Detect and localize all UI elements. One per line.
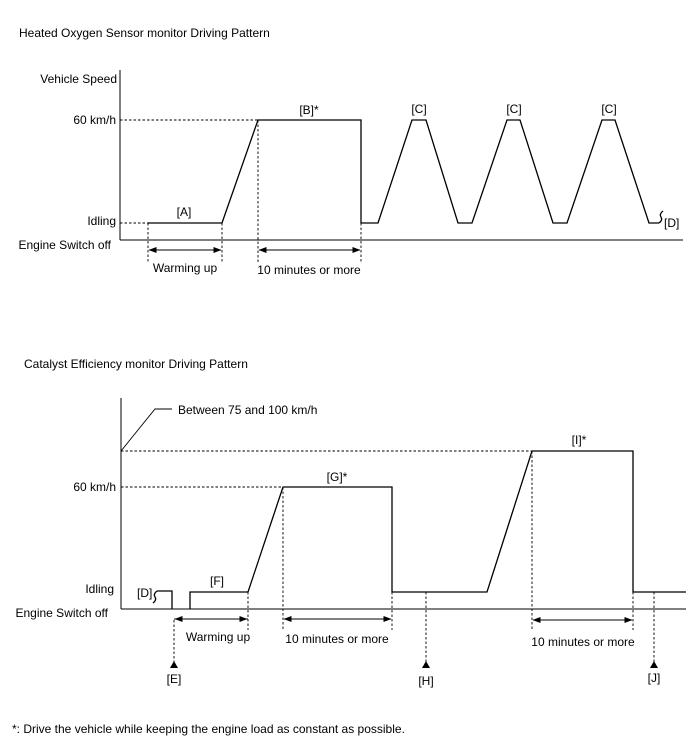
diagram2-label-g: [G]*	[326, 470, 348, 484]
diagram2-warmup-label: Warming up	[185, 630, 251, 644]
diagram2-label-f: [F]	[210, 574, 224, 588]
diagram2-break-symbol	[153, 591, 157, 603]
diagram2-10min2-label: 10 minutes or more	[531, 635, 635, 649]
diagram1-y-axis-label: Vehicle Speed	[40, 72, 117, 86]
diagram2-speed-high-leader	[121, 409, 172, 451]
diagram2-label-j: [J]	[647, 671, 661, 685]
diagram2-label-i: [I]*	[571, 433, 587, 447]
diagram2-speed-profile-start	[157, 591, 172, 609]
diagram1-label-a: [A]	[176, 205, 192, 219]
diagram1-idling-label: Idling	[87, 214, 116, 228]
diagram1-label-c1: [C]	[411, 102, 427, 116]
diagram1-label-c3: [C]	[601, 102, 617, 116]
diagram2-speed-label: 60 km/h	[73, 480, 116, 494]
diagram2-speed-profile	[190, 451, 686, 609]
diagram1-label-c2: [C]	[506, 102, 522, 116]
footnote: *: Drive the vehicle while keeping the engine load as constant as possible.	[12, 722, 405, 736]
diagram2-label-d: [D]	[137, 586, 153, 600]
diagram2-10min1-label: 10 minutes or more	[285, 632, 389, 646]
diagram2-h-marker-icon	[422, 661, 430, 668]
diagram2-label-e: [E]	[166, 672, 182, 686]
catalyst-efficiency-diagram	[15, 357, 686, 688]
diagram2-j-marker-icon	[650, 661, 658, 668]
diagram1-label-b: [B]*	[299, 103, 319, 117]
diagram1-title: Heated Oxygen Sensor monitor Driving Pattern	[19, 26, 270, 40]
heated-oxygen-sensor-diagram	[18, 26, 683, 277]
diagram2-title: Catalyst Efficiency monitor Driving Pattern	[24, 357, 248, 371]
diagram1-speed-profile	[148, 120, 659, 223]
diagram2-label-h: [H]	[418, 674, 434, 688]
diagram2-e-marker-icon	[170, 661, 178, 668]
diagram1-label-d: [D]	[664, 216, 680, 230]
diagram1-speed-label: 60 km/h	[73, 113, 116, 127]
diagram2-speed-high-label: Between 75 and 100 km/h	[178, 403, 318, 417]
diagram2-engine-off-label: Engine Switch off	[15, 606, 108, 620]
diagram2-idling-label: Idling	[85, 582, 114, 596]
diagram1-break-symbol	[659, 211, 663, 223]
diagram1-engine-off-label: Engine Switch off	[18, 238, 111, 252]
diagram1-warmup-label: Warming up	[152, 261, 218, 275]
diagram1-10min-label: 10 minutes or more	[257, 263, 361, 277]
